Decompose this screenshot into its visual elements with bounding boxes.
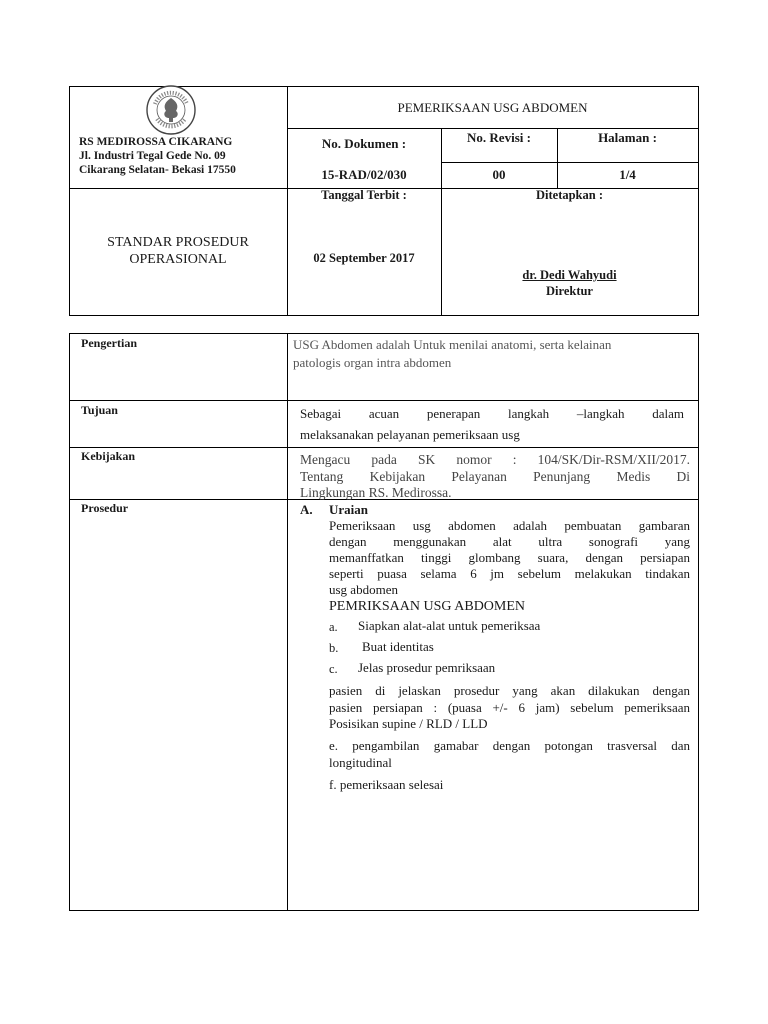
kebijakan-line-3: Lingkungan RS. Medirossa. [300,485,452,500]
content-table-left-border [69,333,70,911]
tujuan-label: Tujuan [81,403,118,417]
org-address-line2: Cikarang Selatan- Bekasi 17550 [79,164,236,176]
content-table-col-divider [287,333,288,911]
pengertian-line-1: USG Abdomen adalah Untuk menilai anatomi, serta kelainan [293,337,612,352]
ditetapkan-label: Ditetapkan : [535,188,604,202]
pengertian-line-2: patologis organ intra abdomen [293,355,452,370]
header-table-right-border [698,86,699,316]
prosedur-item-c-marker: c. [329,662,338,676]
prosedur-label: Prosedur [81,501,129,515]
header-table-bottom-border [69,315,699,316]
prosedur-para2-line-1: pasien di jelaskan prosedur yang akan dilakukan dengan [329,683,690,698]
tujuan-line-2: melaksanakan pelayanan pemeriksaan usg [300,427,520,442]
doc-title: PEMERIKSAAN USG ABDOMEN [397,100,588,115]
tanggal-terbit-label: Tanggal Terbit : [321,188,407,202]
content-table-bottom-border [69,910,699,911]
tujuan-line-1: Sebagai acuan penerapan langkah –langkah dalam [300,406,684,421]
header-table-left-border [69,86,70,316]
tanggal-terbit-value: 02 September 2017 [313,251,415,265]
prosedur-para-line-5: usg abdomen [329,582,398,597]
no-dokumen-value: 15-RAD/02/030 [321,167,407,182]
prosedur-step-f: f. pemeriksaan selesai [329,777,444,792]
content-row-divider-2 [69,447,699,448]
halaman-value: 1/4 [619,167,636,182]
prosedur-item-a-text: Siapkan alat-alat untuk pemeriksaa [358,618,541,633]
no-revisi-label: No. Revisi : [467,130,531,145]
prosedur-item-a-marker: a. [329,620,338,634]
prosedur-step-e-line-1: e. pengambilan gamabar dengan potongan trasversal dan [329,738,690,753]
prosedur-step-e-line-2: longitudinal [329,755,392,770]
kebijakan-line-2: Tentang Kebijakan Pelayanan Penunjang Medis Di [300,469,690,484]
signer-title: Direktur [546,284,593,298]
prosedur-para2-line-2: pasien persiapan : (puasa +/- 6 jam) sebelum pemeriksaan [329,700,690,715]
content-table-right-border [698,333,699,911]
spo-title-line2: OPERASIONAL [129,252,227,267]
prosedur-para-line-3: memanffatkan tinggi glombang suara, dengan persiapan [329,550,690,565]
content-row-divider-1 [69,400,699,401]
prosedur-heading-letter: A. [300,502,313,517]
prosedur-para-line-4: seperti puasa selama 6 jm sebelum melakukan tindakan [329,566,690,581]
org-address-line1: Jl. Industri Tegal Gede No. 09 [79,150,226,162]
kebijakan-line-1: Mengacu pada SK nomor : 104/SK/Dir-RSM/XII/2017. [300,452,690,467]
spo-title-line1: STANDAR PROSEDUR [107,235,249,250]
prosedur-item-b-text: Buat identitas [362,639,434,654]
content-table-top-border [69,333,699,334]
no-dokumen-label: No. Dokumen : [321,136,407,151]
prosedur-para2-line-3: Posisikan supine / RLD / LLD [329,716,488,731]
signer-name: dr. Dedi Wahyudi [522,268,617,282]
prosedur-para-line-2: dengan menggunakan alat ultra sonografi yang [329,534,690,549]
no-revisi-value: 00 [492,167,506,182]
prosedur-item-c-text: Jelas prosedur pemriksaan [358,660,496,675]
prosedur-heading-text: Uraian [329,502,368,517]
pengertian-label: Pengertian [81,336,137,350]
prosedur-para-line-1: Pemeriksaan usg abdomen adalah pembuatan gambaran [329,518,690,533]
prosedur-item-b-marker: b. [329,641,339,655]
halaman-label: Halaman : [598,130,657,145]
hospital-logo [145,84,197,136]
header-values-divider [441,162,698,163]
org-name: RS MEDIROSSA CIKARANG [79,136,233,148]
header-title-divider [287,128,698,129]
prosedur-sub-heading: PEMRIKSAAN USG ABDOMEN [329,599,526,614]
kebijakan-label: Kebijakan [81,449,136,463]
